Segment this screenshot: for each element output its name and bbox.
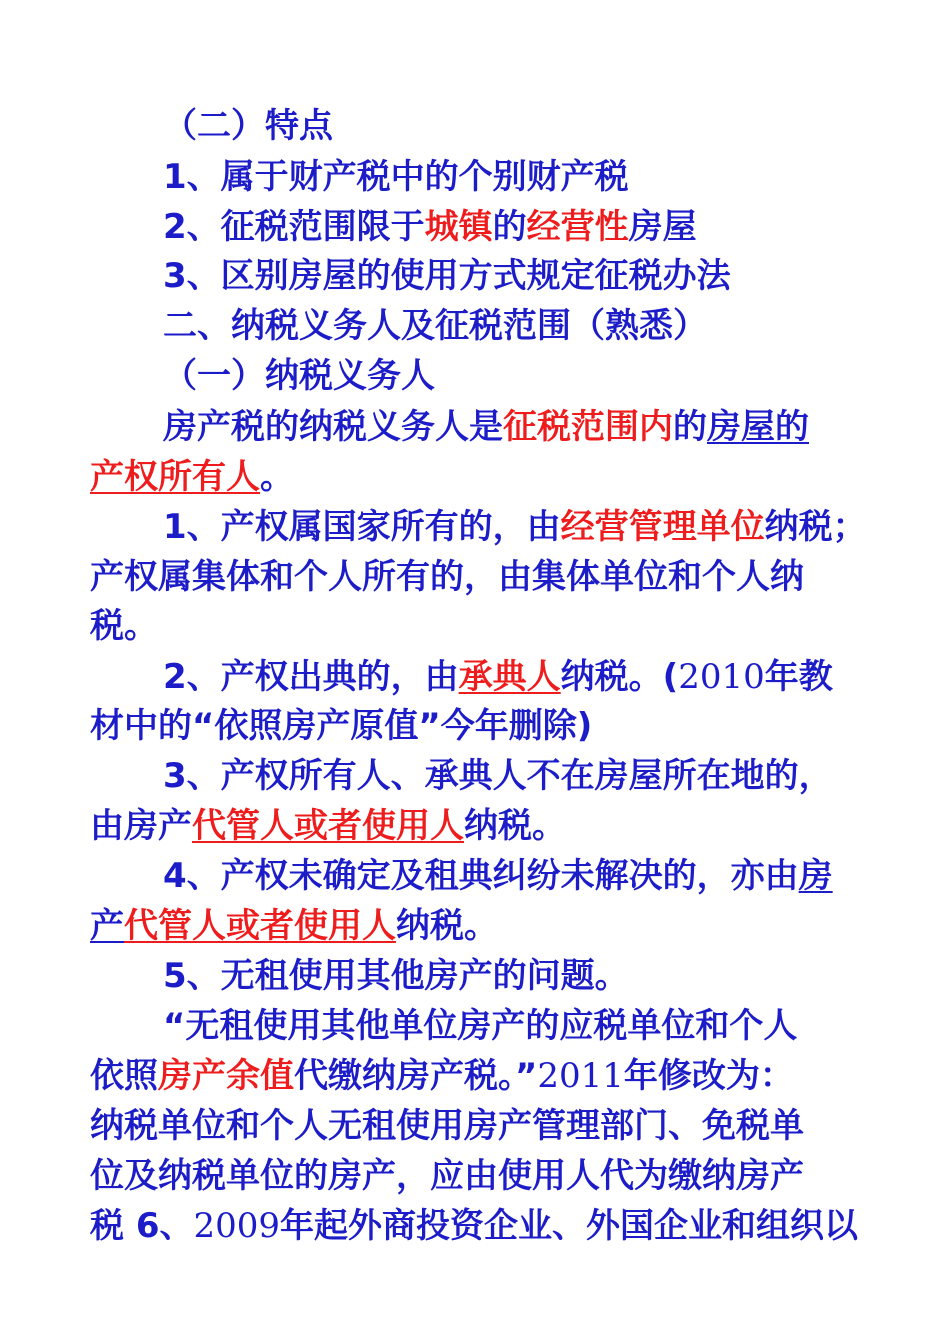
text-segment: 房屋 (628, 207, 697, 247)
highlight-text: 城镇 (424, 207, 493, 247)
paragraph-line: 位及纳税单位的房产，应由使用人代为缴纳房产 (90, 1156, 804, 1196)
text-segment: 年修改为： (623, 1056, 794, 1096)
paragraph-line (163, 655, 833, 699)
paragraph-line (90, 1204, 858, 1248)
text-segment: 2、产权出典的，由 (163, 657, 459, 697)
underlined-text: 房 (798, 856, 833, 896)
text-segment: 纳税。( (560, 657, 679, 697)
text-segment: 纳税。 (396, 906, 498, 946)
text-segment: 4、产权未确定及租典纠纷未解决的，亦由 (163, 856, 799, 896)
text-segment: 代缴纳房产税。” (294, 1056, 538, 1096)
text-segment: 。 (260, 457, 294, 497)
highlight-text: 经营性 (526, 207, 629, 247)
text-segment: 的 (492, 207, 527, 247)
text-segment: 税 6、 (90, 1206, 194, 1246)
paragraph-line (163, 505, 867, 549)
paragraph-line: 产权属集体和个人所有的，由集体单位和个人纳 (90, 557, 804, 597)
text-segment: 由房产 (90, 806, 192, 846)
paragraph-line (90, 904, 498, 948)
text-segment: 依照 (90, 1056, 158, 1096)
text-segment: 2、征税范围限于 (163, 207, 425, 247)
underlined-text: 房屋的 (707, 407, 809, 447)
text-segment: 年教 (764, 657, 833, 697)
paragraph-line (90, 804, 566, 848)
text-segment: 年起外商投资企业、外国企业和组织以 (280, 1206, 859, 1246)
text-segment: 房产税的纳税义务人是 (163, 407, 503, 447)
highlight-underlined-text: 产权所有人 (90, 457, 260, 497)
highlight-text: 经营管理单位 (560, 507, 765, 547)
paragraph-line: 材中的“依照房产原值”今年删除) (90, 706, 593, 746)
paragraph-line: “无租使用其他单位房产的应税单位和个人 (163, 1006, 798, 1046)
feature-item-1: 1、属于财产税中的个别财产税 (163, 157, 629, 197)
section-heading-taxpayer: 二、纳税义务人及征税范围（熟悉） (163, 306, 707, 346)
subsection-heading-taxpayer: （一）纳税义务人 (163, 356, 435, 396)
text-segment: 纳税； (764, 507, 867, 547)
underlined-text: 产 (90, 906, 124, 946)
paragraph-line: 5、无租使用其他房产的问题。 (163, 956, 629, 996)
text-segment: 1、产权属国家所有的，由 (163, 507, 561, 547)
paragraph-line (163, 854, 833, 898)
text-segment: 纳税。 (464, 806, 566, 846)
highlight-text: 房产余值 (158, 1056, 294, 1096)
paragraph-line: 税。 (90, 606, 158, 646)
year-number: 2010 (678, 657, 765, 697)
year-number: 2011 (537, 1056, 624, 1096)
feature-item-3: 3、区别房屋的使用方式规定征税办法 (163, 256, 731, 296)
paragraph-line (163, 405, 809, 449)
paragraph-line: 纳税单位和个人无租使用房产管理部门、免税单 (90, 1106, 804, 1146)
section-heading-features: （二）特点 (163, 106, 333, 146)
paragraph-line (90, 455, 294, 499)
paragraph-line: 3、产权所有人、承典人不在房屋所在地的， (163, 756, 833, 796)
highlight-underlined-text: 代管人或者使用人 (124, 906, 396, 946)
paragraph-line (90, 1054, 794, 1098)
feature-item-2 (163, 205, 697, 249)
text-segment: 的 (673, 407, 707, 447)
highlight-text: 征税范围内 (503, 407, 673, 447)
highlight-underlined-text: 代管人或者使用人 (192, 806, 464, 846)
highlight-underlined-text: 承典人 (458, 657, 561, 697)
year-number: 2009 (193, 1206, 281, 1246)
